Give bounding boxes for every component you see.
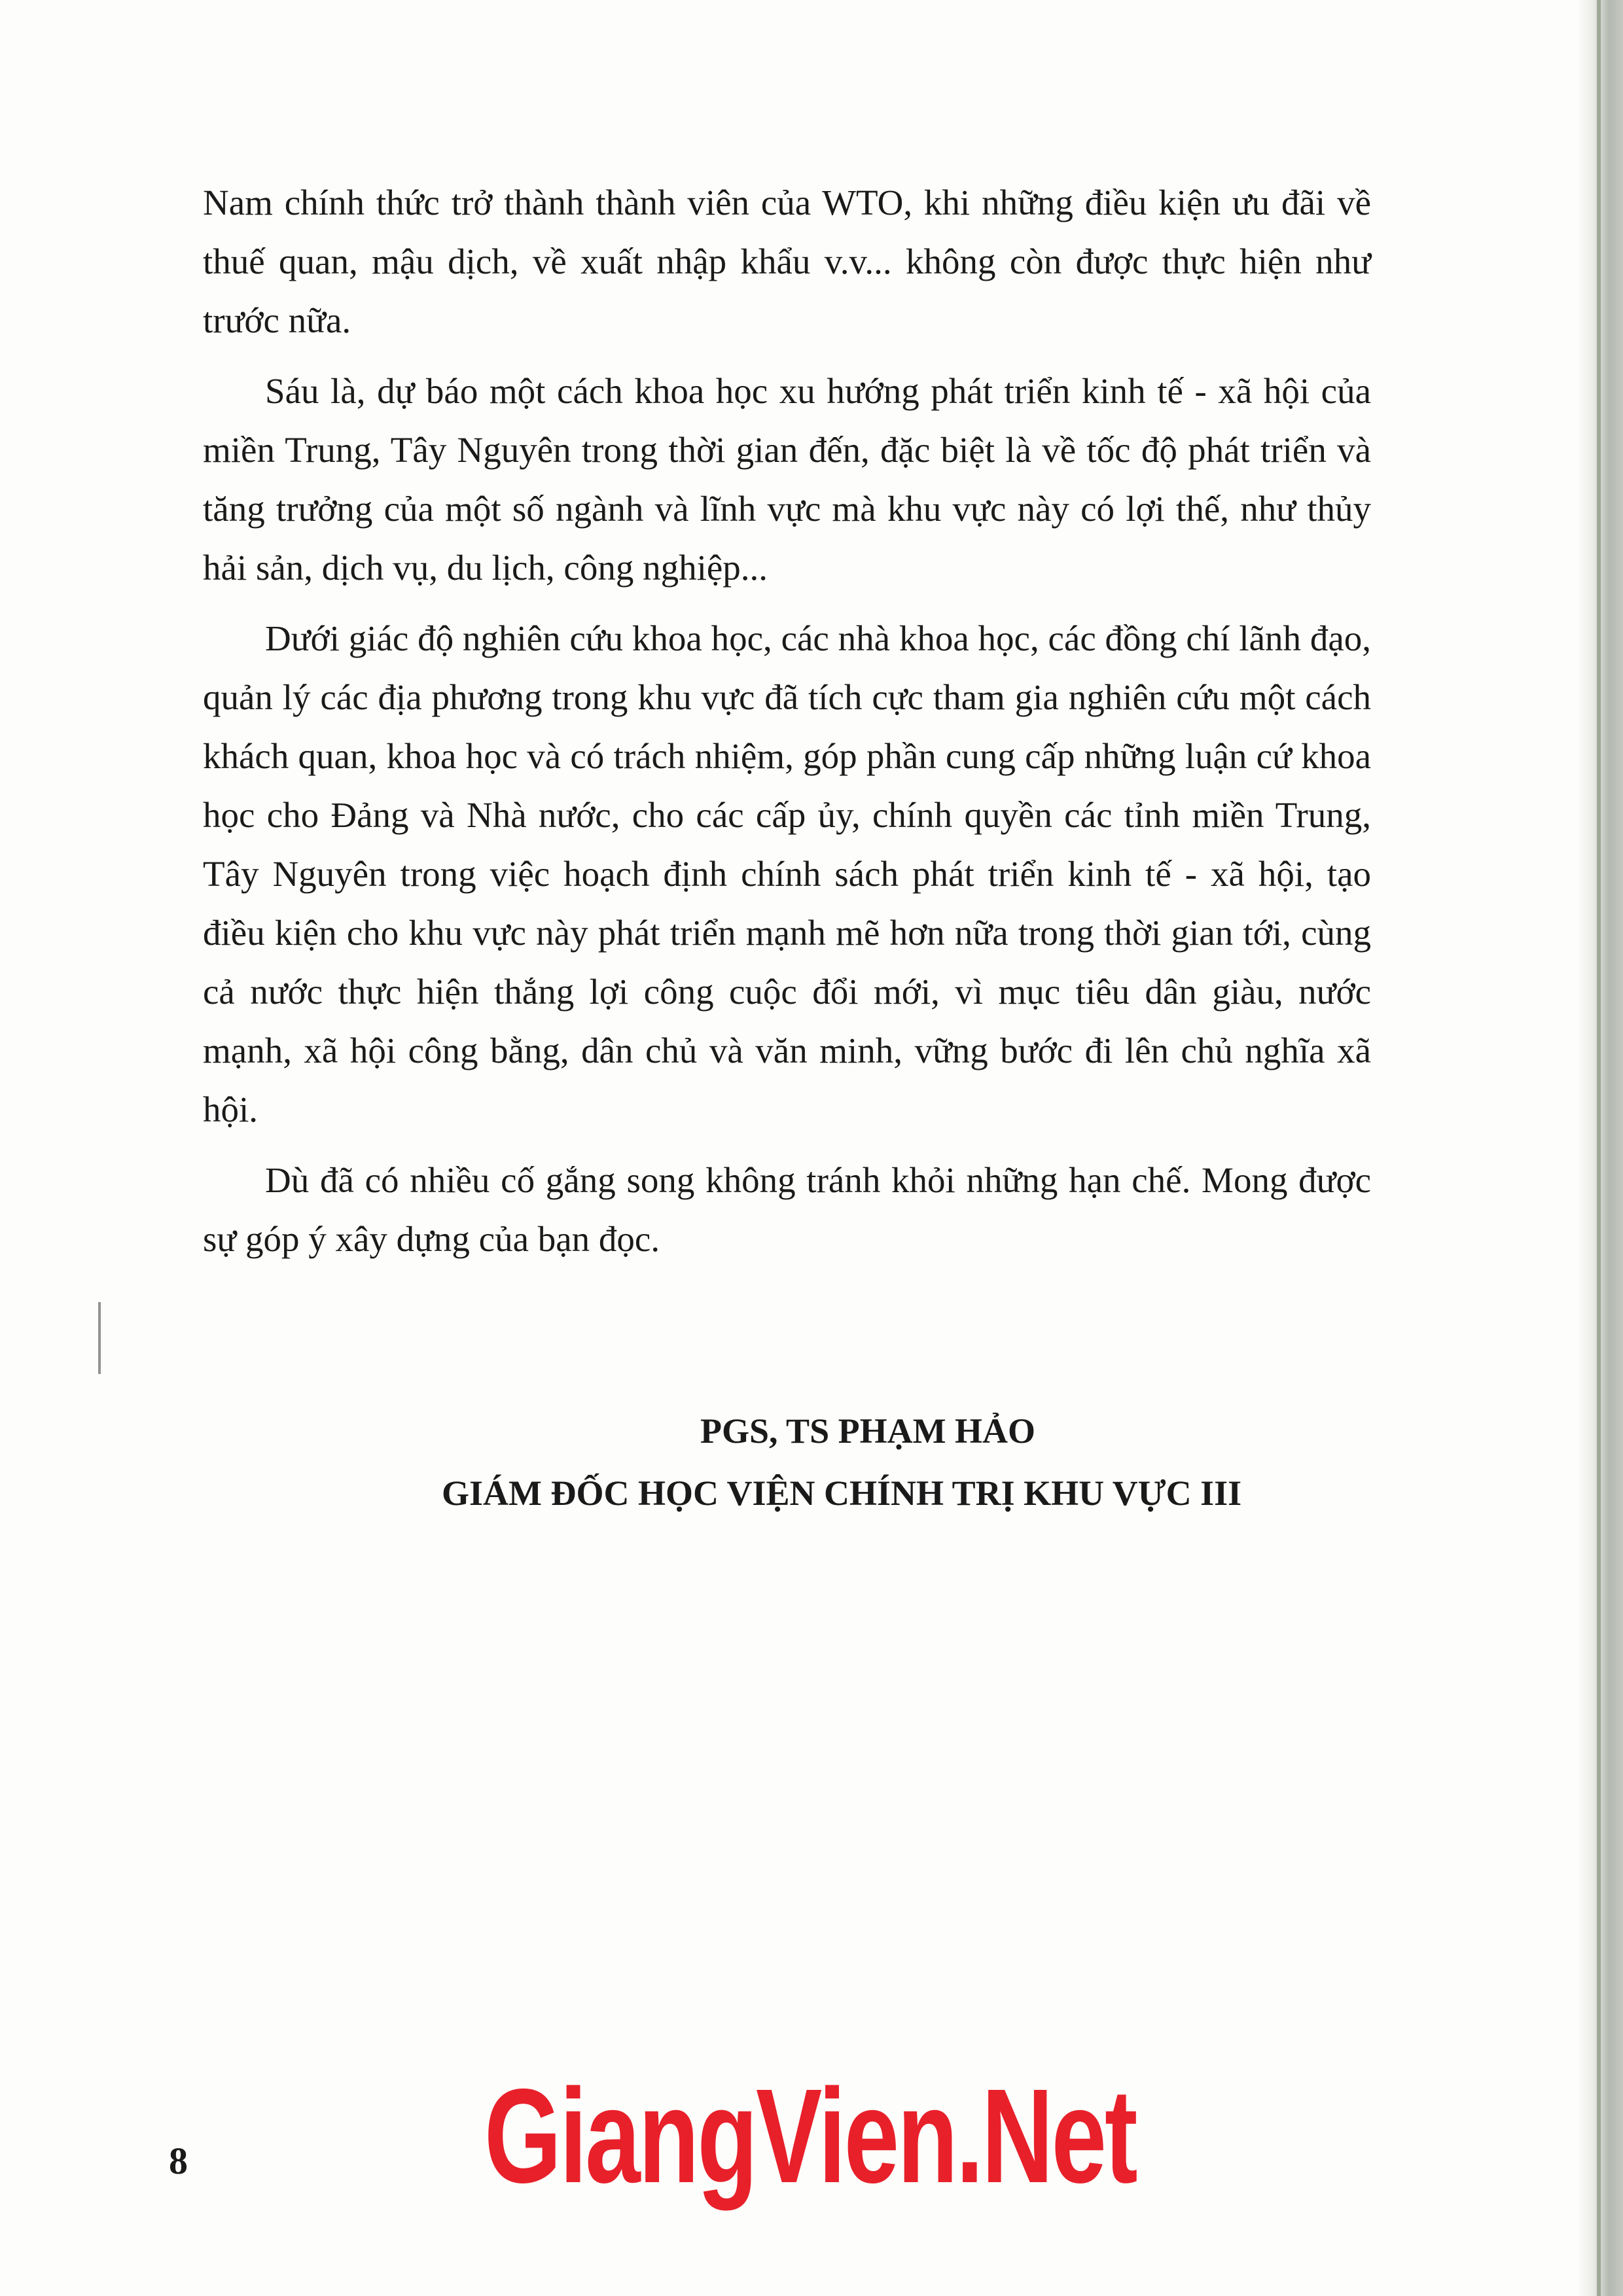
paragraph-research: Dưới giác độ nghiên cứu khoa học, các nhà khoa học, các đồng chí lãnh đạo, quản lý các địa phương trong khu vực đã tích cực tham gia nghiên cứu một cách khách quan, khoa học và có trách nhiệm, góp phần cung cấp những luận cứ khoa học cho Đảng và Nhà nước, cho các cấp ủy, chính quyền các tỉnh miền Trung, Tây Nguyên trong việc hoạch định chính sách phát triển kinh tế - xã hội, tạo điều kiện cho khu vực này phát triển mạnh mẽ hơn nữa trong thời gian tới, cùng cả nước thực hiện thắng lợi công cuộc đổi mới, vì mục tiêu dân giàu, nước mạnh, xã hội công bằng, dân chủ và văn minh, vững bước đi lên chủ nghĩa xã hội. (203, 618, 1371, 1129)
paragraph-closing: Dù đã có nhiều cố gắng song không tránh khỏi những hạn chế. Mong được sự góp ý xây dựng của bạn đọc. (203, 1160, 1371, 1259)
binding-edge (1597, 0, 1601, 2296)
scan-mark (98, 1302, 101, 1374)
signature-block (203, 1400, 1371, 1525)
signature-name: PGS, TS PHẠM HẢO (700, 1411, 1036, 1451)
paragraph-sixth-point: Sáu là, dự báo một cách khoa học xu hướng phát triển kinh tế - xã hội của miền Trung, Tây Nguyên trong thời gian đến, đặc biệt là về tốc độ phát triển và tăng trưởng của một số ngành và lĩnh vực mà khu vực này có lợi thế, như thủy hải sản, dịch vụ, du lịch, công nghiệp... (203, 371, 1371, 588)
signature-title: GIÁM ĐỐC HỌC VIỆN CHÍNH TRỊ KHU VỰC III (442, 1474, 1242, 1513)
page-number: 8 (169, 2140, 188, 2182)
watermark-logo: GiangVien.Net (484, 2061, 1136, 2211)
paragraph-continued: Nam chính thức trở thành thành viên của WTO, khi những điều kiện ưu đãi về thuế quan, mậu dịch, về xuất nhập khẩu v.v... không còn được thực hiện như trước nữa. (203, 183, 1371, 340)
body-text (203, 173, 1371, 1269)
